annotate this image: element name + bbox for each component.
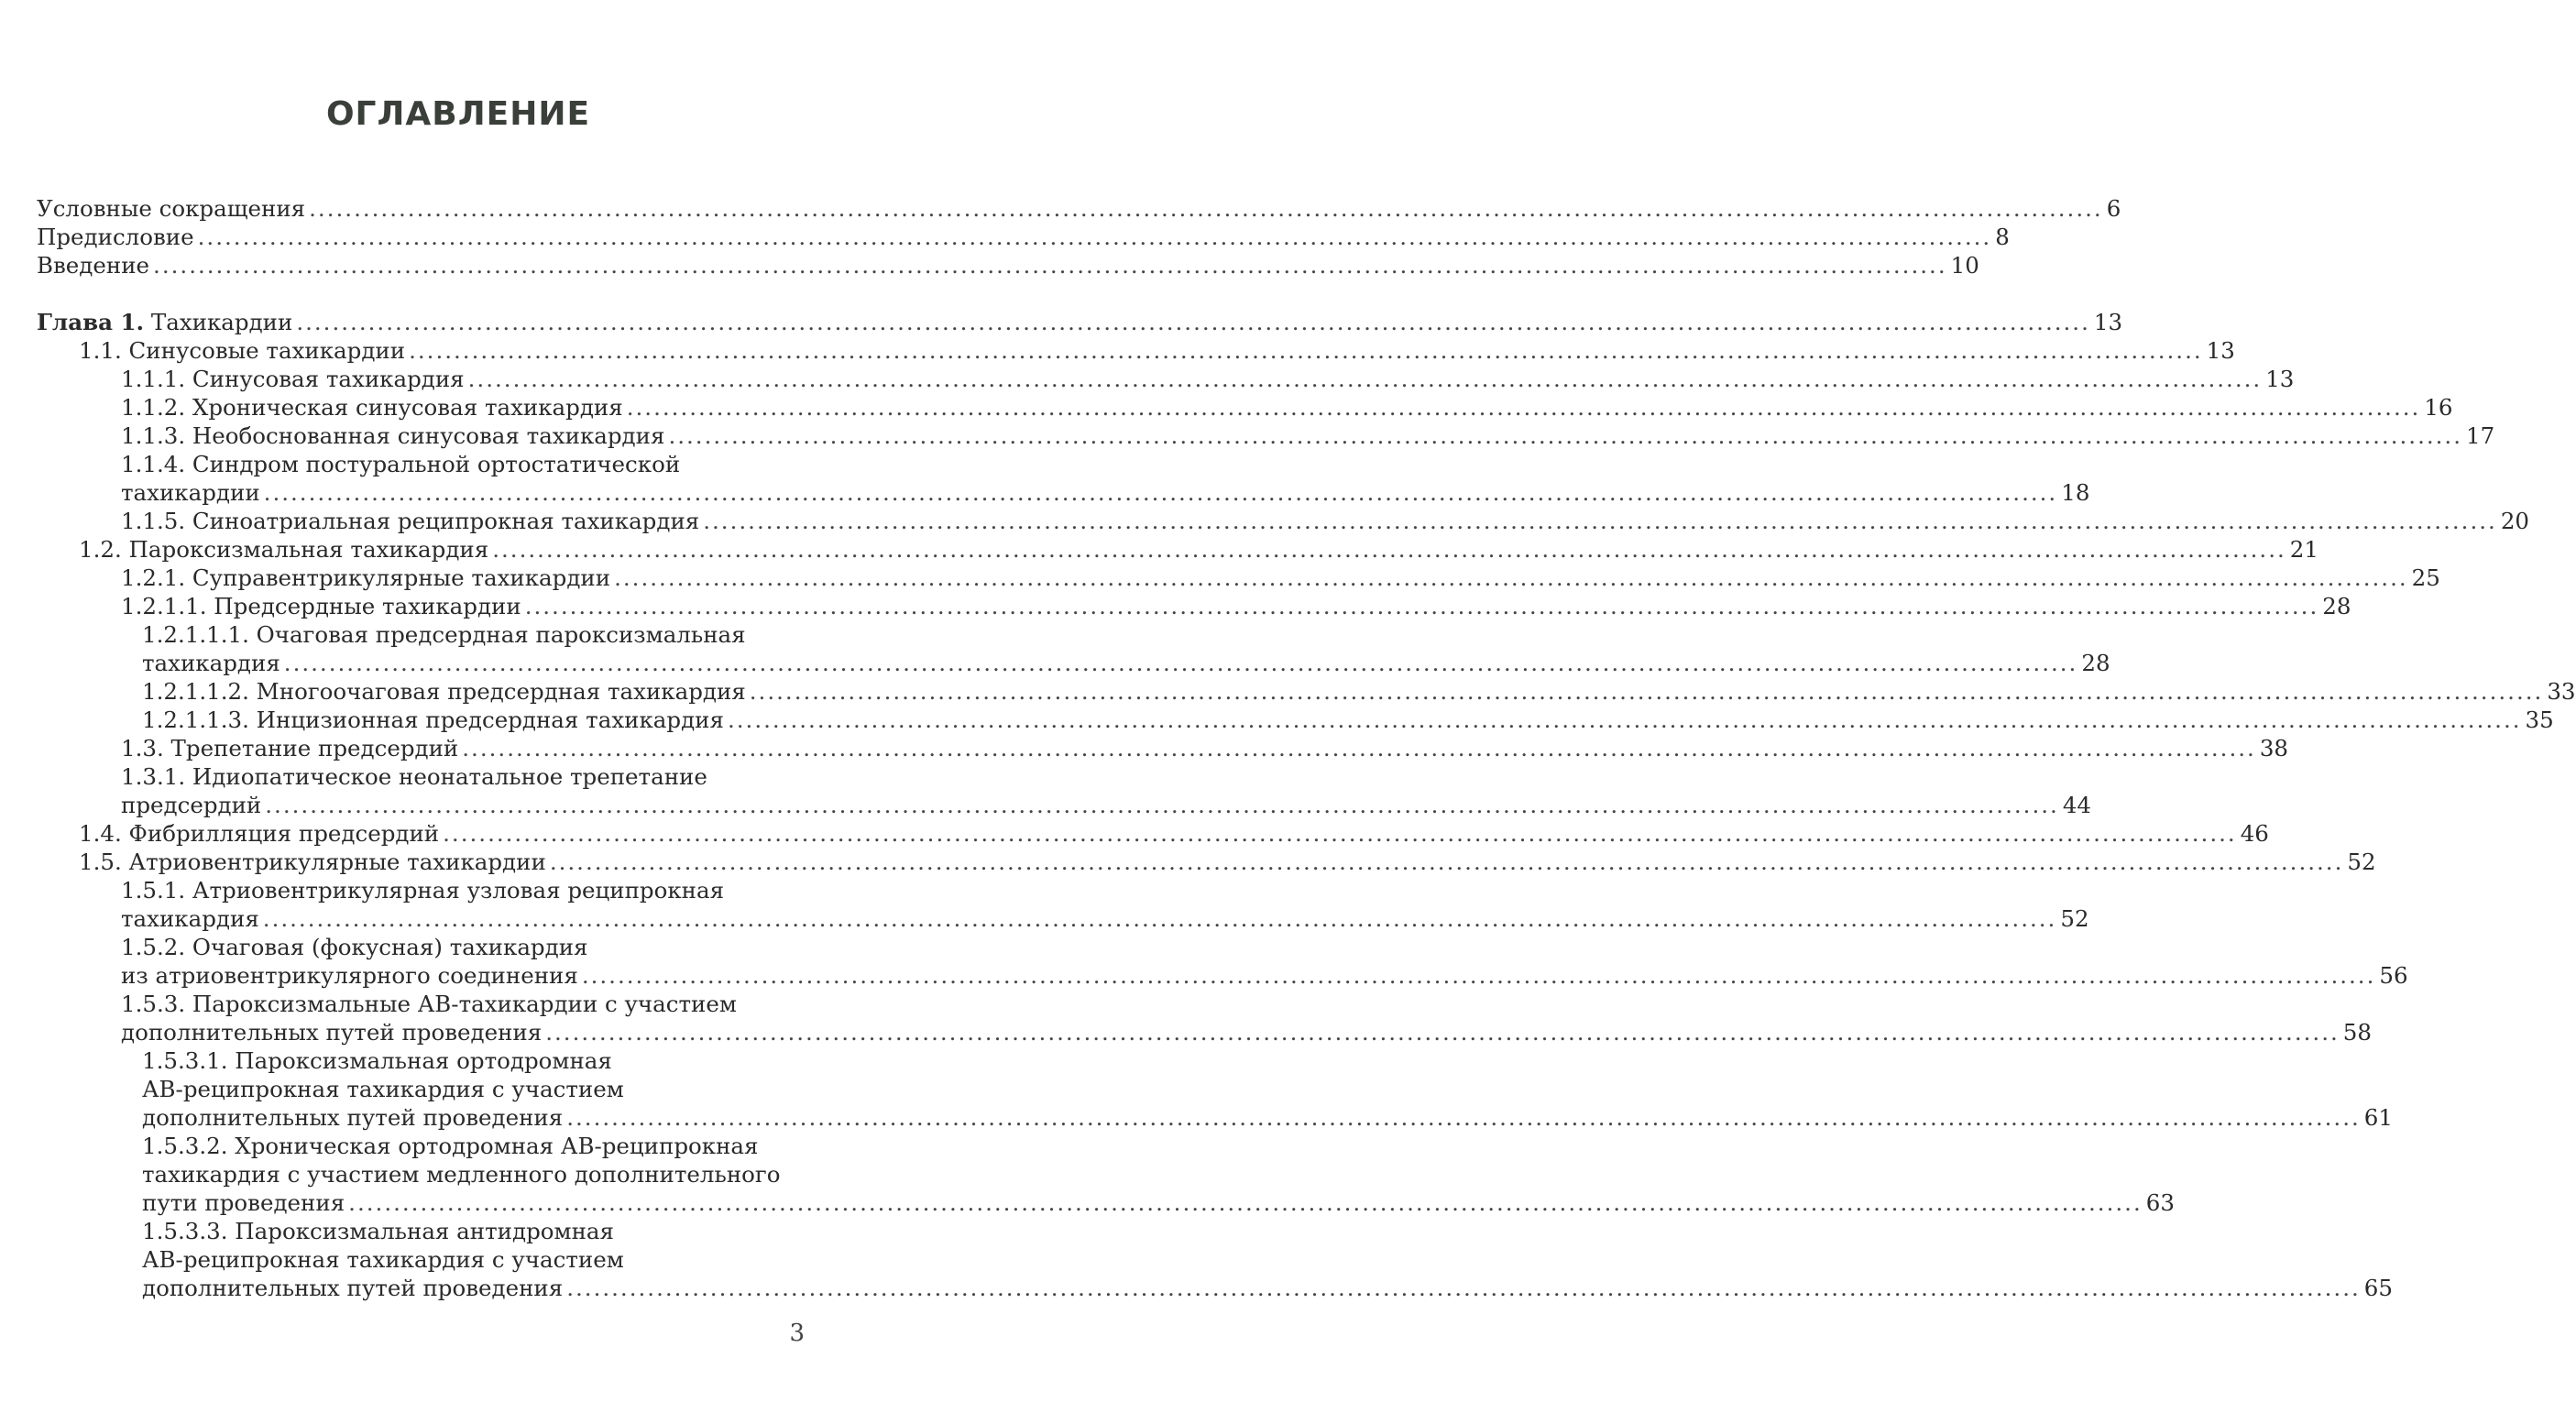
- toc-entry-title: дополнительных путей проведения: [142, 1275, 564, 1301]
- toc-entry-page: 17: [2466, 422, 2495, 449]
- page-number: 3: [789, 1320, 805, 1347]
- toc-entry-title: 1.3.1. Идиопатическое неонатальное трепетание: [121, 763, 707, 790]
- leader-dots: ........................................................................................................................................................................................................: [549, 849, 2344, 875]
- toc-entry-title: АВ-реципрокная тахикардия с участием: [142, 1076, 624, 1102]
- toc-entry-title: тахикардия: [142, 650, 280, 676]
- toc-entry: [142, 677, 2576, 706]
- leader-dots: ........................................................................................................................................................................................................: [566, 1104, 2361, 1131]
- toc-entry-title: 1.4. Фибрилляция предсердий: [79, 820, 440, 847]
- toc-entry: [121, 933, 804, 961]
- toc-entry: [142, 1103, 2393, 1132]
- toc-entry: [142, 1160, 804, 1188]
- toc-entry-title: 1.5. Атриовентрикулярные тахикардии: [79, 849, 546, 875]
- toc-entry: [121, 791, 2092, 819]
- leader-dots: ........................................................................................................................................................................................................: [566, 1275, 2361, 1301]
- leader-dots: ........................................................................................................................................................................................................: [283, 650, 2078, 676]
- toc-entry: [121, 450, 804, 478]
- toc-entry-page: 21: [2289, 536, 2318, 563]
- toc-entry-title: 1.2.1.1. Предсердные тахикардии: [121, 593, 521, 619]
- leader-dots: ........................................................................................................................................................................................................: [626, 394, 2421, 421]
- toc-entry-title: тахикардии: [121, 479, 260, 506]
- toc-entry: [142, 1188, 2175, 1217]
- toc-entry-page: 35: [2525, 707, 2554, 733]
- toc-entry-page: 25: [2411, 564, 2440, 591]
- toc-entry-title: 1.5.3.2. Хроническая ортодромная АВ-реципрокная: [142, 1133, 759, 1159]
- toc-entry-page: 18: [2061, 479, 2090, 506]
- toc-entry: [121, 762, 804, 791]
- toc-entry-title: 1.5.3.1. Пароксизмальная ортодромная: [142, 1047, 612, 1074]
- toc-entry-page: 13: [2093, 309, 2123, 335]
- toc-entry-title: АВ-реципрокная тахикардия с участием: [142, 1246, 624, 1273]
- toc-entry: [142, 620, 804, 649]
- toc-entry-title: 1.2. Пароксизмальная тахикардия: [79, 536, 489, 563]
- leader-dots: ........................................................................................................................................................................................................: [492, 536, 2286, 563]
- toc-entry-page: 13: [2265, 366, 2295, 392]
- leader-dots: ........................................................................................................................................................................................................: [524, 593, 2319, 619]
- toc-entry-title: 1.5.3. Пароксизмальные АВ-тахикардии с участием: [121, 991, 737, 1017]
- toc-entry-title: тахикардия: [121, 905, 259, 932]
- leader-dots: ........................................................................................................................................................................................................: [263, 479, 2058, 506]
- toc-entry: [121, 734, 2289, 762]
- chapter-label: Глава 1.: [37, 309, 145, 335]
- toc-entry-page: 8: [1995, 224, 2010, 250]
- toc-entry: [121, 1018, 2372, 1046]
- toc-entry-page: 44: [2062, 792, 2092, 818]
- toc-entry: [142, 1075, 804, 1103]
- toc-entry-page: 46: [2240, 820, 2269, 847]
- toc-entry: [121, 876, 804, 904]
- toc-entry-title: 1.5.1. Атриовентрикулярная узловая реципрокная: [121, 877, 725, 904]
- toc-entry-page: 28: [2322, 593, 2351, 619]
- toc-entry-page: 6: [2106, 195, 2121, 222]
- toc-entry-page: 28: [2081, 650, 2110, 676]
- leader-dots: ........................................................................................................................................................................................................: [668, 422, 2463, 449]
- toc-entry-page: 56: [2379, 962, 2408, 989]
- toc-entry-title: 1.1.4. Синдром постуральной ортостатической: [121, 451, 681, 477]
- toc-entry-title: 1.1.2. Хроническая синусовая тахикардия: [121, 394, 623, 421]
- toc-entry-page: 20: [2500, 508, 2529, 534]
- leader-dots: ........................................................................................................................................................................................................: [545, 1019, 2340, 1046]
- toc-entry-page: 52: [2347, 849, 2376, 875]
- toc-entry: [121, 990, 804, 1018]
- toc-entry-title: пути проведения: [142, 1189, 345, 1216]
- toc-entry-title: 1.1.1. Синусовая тахикардия: [121, 366, 465, 392]
- leader-dots: ........................................................................................................................................................................................................: [197, 224, 1992, 250]
- toc-entry-title: тахикардия с участием медленного дополнительного: [142, 1161, 781, 1188]
- toc-entry-page: 16: [2424, 394, 2453, 421]
- toc-entry: [37, 251, 1979, 279]
- toc-entry: [142, 649, 2110, 677]
- leader-dots: ........................................................................................................................................................................................................: [727, 707, 2522, 733]
- toc-entry-title: дополнительных путей проведения: [121, 1019, 543, 1046]
- leader-dots: ........................................................................................................................................................................................................: [296, 309, 2090, 335]
- toc-entry-page: 10: [1950, 252, 1979, 279]
- toc-entry: [79, 336, 2235, 365]
- leader-dots: ........................................................................................................................................................................................................: [749, 678, 2544, 705]
- toc-entry-title: 1.2.1. Суправентрикулярные тахикардии: [121, 564, 611, 591]
- toc-entry: [121, 365, 2295, 393]
- toc-entry: [79, 819, 2269, 848]
- toc-entry: [37, 223, 2010, 251]
- toc-entry: [121, 393, 2453, 422]
- toc-entry-title: 1.2.1.1.3. Инцизионная предсердная тахикардия: [142, 707, 724, 733]
- leader-dots: ........................................................................................................................................................................................................: [703, 508, 2497, 534]
- leader-dots: ........................................................................................................................................................................................................: [443, 820, 2237, 847]
- toc-entry-title: Введение: [37, 252, 150, 279]
- toc-entry: [121, 592, 2351, 620]
- leader-dots: ........................................................................................................................................................................................................: [262, 905, 2057, 932]
- toc-entry-page: 33: [2547, 678, 2576, 705]
- toc-entry: [79, 848, 2376, 876]
- toc-entry-title: Глава 1. Тахикардии: [37, 309, 293, 335]
- toc-entry: [121, 422, 2495, 450]
- toc-entry: [37, 194, 2121, 223]
- toc-entry: [121, 507, 2529, 535]
- leader-dots: ........................................................................................................................................................................................................: [348, 1189, 2143, 1216]
- toc-entry: [121, 961, 2408, 990]
- toc-entry: [142, 1274, 2393, 1302]
- toc-entry-page: 65: [2363, 1275, 2393, 1301]
- leader-dots: ........................................................................................................................................................................................................: [462, 735, 2256, 761]
- toc-entry-title: 1.1.3. Необоснованная синусовая тахикардия: [121, 422, 665, 449]
- toc-entry-title: дополнительных путей проведения: [142, 1104, 564, 1131]
- toc-entry-page: 61: [2363, 1104, 2393, 1131]
- toc-entry: [142, 706, 2554, 734]
- leader-dots: ........................................................................................................................................................................................................: [614, 564, 2408, 591]
- toc-entry-page: 38: [2259, 735, 2289, 761]
- toc-entry-page: 58: [2342, 1019, 2372, 1046]
- toc-entry-title: предсердий: [121, 792, 262, 818]
- toc-entry: [142, 1132, 804, 1160]
- toc-entry-title: Предисловие: [37, 224, 194, 250]
- toc-entry: [121, 478, 2090, 507]
- leader-dots: ........................................................................................................................................................................................................: [309, 195, 2103, 222]
- toc-entry-title: Условные сокращения: [37, 195, 306, 222]
- toc-entry: [121, 904, 2089, 933]
- toc-entry: [142, 1217, 804, 1245]
- toc-entry-page: 63: [2145, 1189, 2175, 1216]
- page-title: ОГЛАВЛЕНИЕ: [325, 95, 591, 133]
- leader-dots: ........................................................................................................................................................................................................: [581, 962, 2376, 989]
- toc-entry-title: из атриовентрикулярного соединения: [121, 962, 578, 989]
- toc-entry: [79, 535, 2318, 564]
- toc-entry-title: 1.3. Трепетание предсердий: [121, 735, 459, 761]
- toc-entry-page: 13: [2206, 337, 2235, 364]
- toc-entry-title: 1.1.5. Синоатриальная реципрокная тахикардия: [121, 508, 700, 534]
- toc-entry-page: 52: [2060, 905, 2089, 932]
- toc-entry-title: 1.5.3.3. Пароксизмальная антидромная: [142, 1218, 614, 1244]
- toc-entry-title: 1.5.2. Очаговая (фокусная) тахикардия: [121, 934, 588, 960]
- leader-dots: ........................................................................................................................................................................................................: [409, 337, 2203, 364]
- toc-entry: [142, 1245, 804, 1274]
- leader-dots: ........................................................................................................................................................................................................: [153, 252, 1947, 279]
- toc-entry: [37, 308, 2123, 336]
- toc-entry: [142, 1046, 804, 1075]
- toc-entry-title: 1.2.1.1.1. Очаговая предсердная пароксизмальная: [142, 621, 746, 648]
- toc-entry: [121, 564, 2440, 592]
- leader-dots: ........................................................................................................................................................................................................: [265, 792, 2059, 818]
- leader-dots: ........................................................................................................................................................................................................: [467, 366, 2263, 392]
- toc-entry-title: 1.1. Синусовые тахикардии: [79, 337, 406, 364]
- toc-entry-title: 1.2.1.1.2. Многоочаговая предсердная тахикардия: [142, 678, 746, 705]
